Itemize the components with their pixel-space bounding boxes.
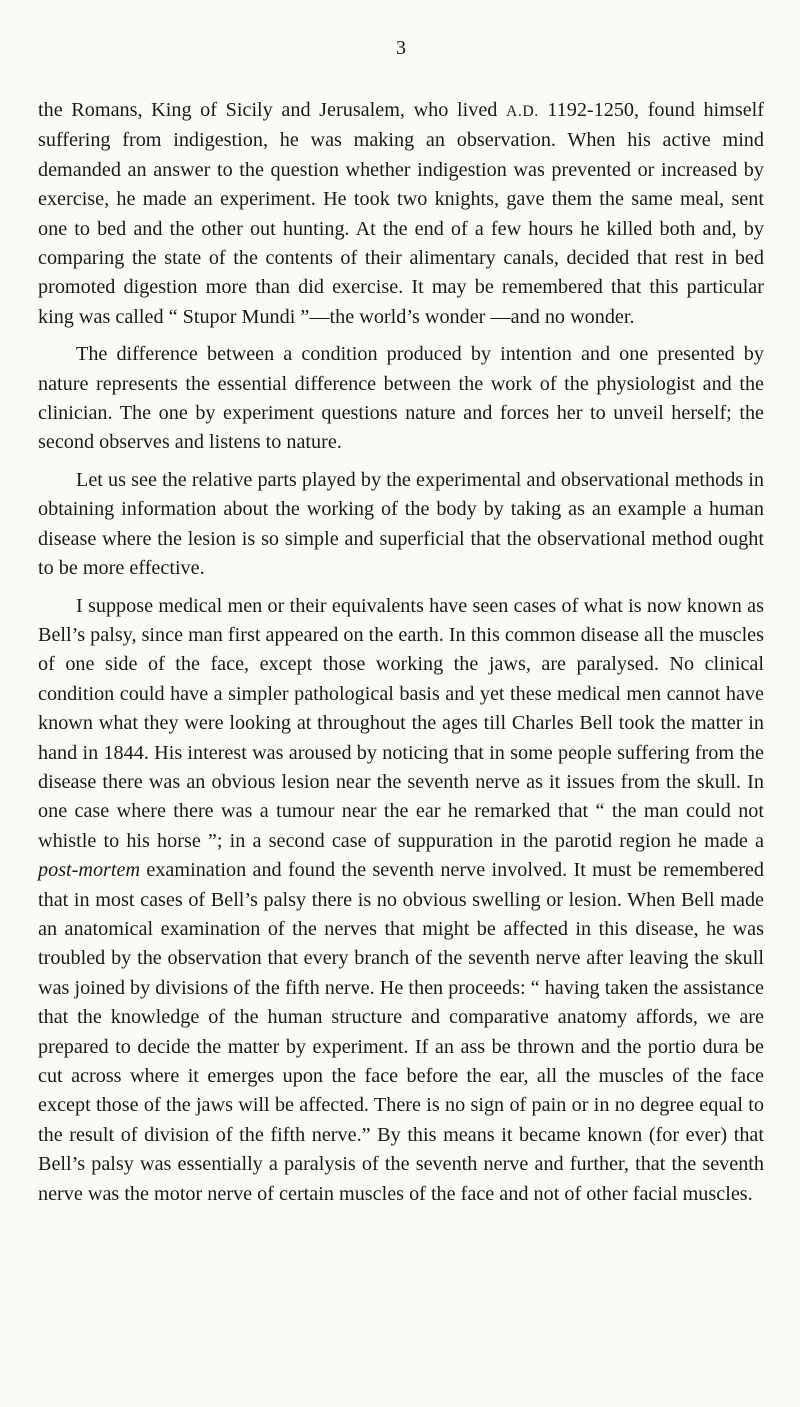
paragraph-4 bbox=[38, 592, 764, 1210]
era-abbreviation: A.D. bbox=[506, 103, 539, 120]
paragraph-1 bbox=[38, 96, 764, 332]
body-text bbox=[38, 96, 764, 1217]
paragraph-2: The difference between a condition produced by intention and one presented by nature represents the essential difference between the work of the physiologist and the clinician. The one by experiment questions nature and forces her to unveil herself; the second observes and listens to nature. bbox=[38, 343, 764, 454]
paragraph-1-text-b: 1192-1250, found himself suffering from indigestion, he was making an observation. When his active mind demanded an answer to the question whether indigestion was prevented or increased by exercise, he made an experiment. He took two knights, gave them the same meal, sent one to bed and the other out hunting. At the end of a few hours he killed both and, by comparing the state of the contents of their alimentary canals, decided that rest in bed promoted digestion more than did exercise. It may be remembered that this particular king was called “ Stupor Mundi ”—the world’s wonder —and no wonder. bbox=[38, 99, 764, 328]
page-number: 3 bbox=[396, 37, 406, 59]
paragraph-1-text-a: the Romans, King of Sicily and Jerusalem, who lived bbox=[38, 99, 507, 121]
paragraph-3: Let us see the relative parts played by the experimental and observational methods in obtaining information about the working of the body by taking as an example a human disease where the lesion is so simple and superficial that the observational method ought to be more effective. bbox=[38, 468, 764, 580]
paragraph-4-text-b: examination and found the seventh nerve involved. It must be remembered that in most cases of Bell’s palsy there is no obvious swelling or lesion. When Bell made an anatomical examination of the nerves that might be affected in this disease, he was troubled by the observation that every branch of the seventh nerve after leaving the skull was joined by divisions of the fifth nerve. He then proceeds: “ having taken the assistance that the knowledge of the human structure and comparative anatomy affords, we are prepared to decide the matter by experiment. If an ass be thrown and the portio dura be cut across where it emerges upon the face before the ear, all the muscles of the face except those of the jaws will be affected. There is no sign of pain or in no degree equal to the result of division of the fifth nerve.” By this means it became known (for ever) that Bell’s palsy was essentially a paralysis of the seventh nerve and further, that the seventh nerve was the motor nerve of certain muscles of the face and not of other facial muscles. bbox=[38, 859, 764, 1205]
italic-term: post-mortem bbox=[38, 859, 141, 882]
paragraph-4-text-a: I suppose medical men or their equivalents have seen cases of what is now known as Bell’s palsy, since man first appeared on the earth. In this common disease all the muscles of one side of the face, except those working the jaws, are paralysed. No clinical condition could have a simpler pathological basis and yet these medical men cannot have known what they were looking at throughout the ages till Charles Bell took the matter in hand in 1844. His interest was aroused by noticing that in some people suffering from the disease there was an obvious lesion near the seventh nerve as it issues from the skull. In one case where there was a tumour near the ear he remarked that “ the man could not whistle to his horse ”; in a second case of suppuration in the parotid region he made a bbox=[38, 594, 764, 852]
